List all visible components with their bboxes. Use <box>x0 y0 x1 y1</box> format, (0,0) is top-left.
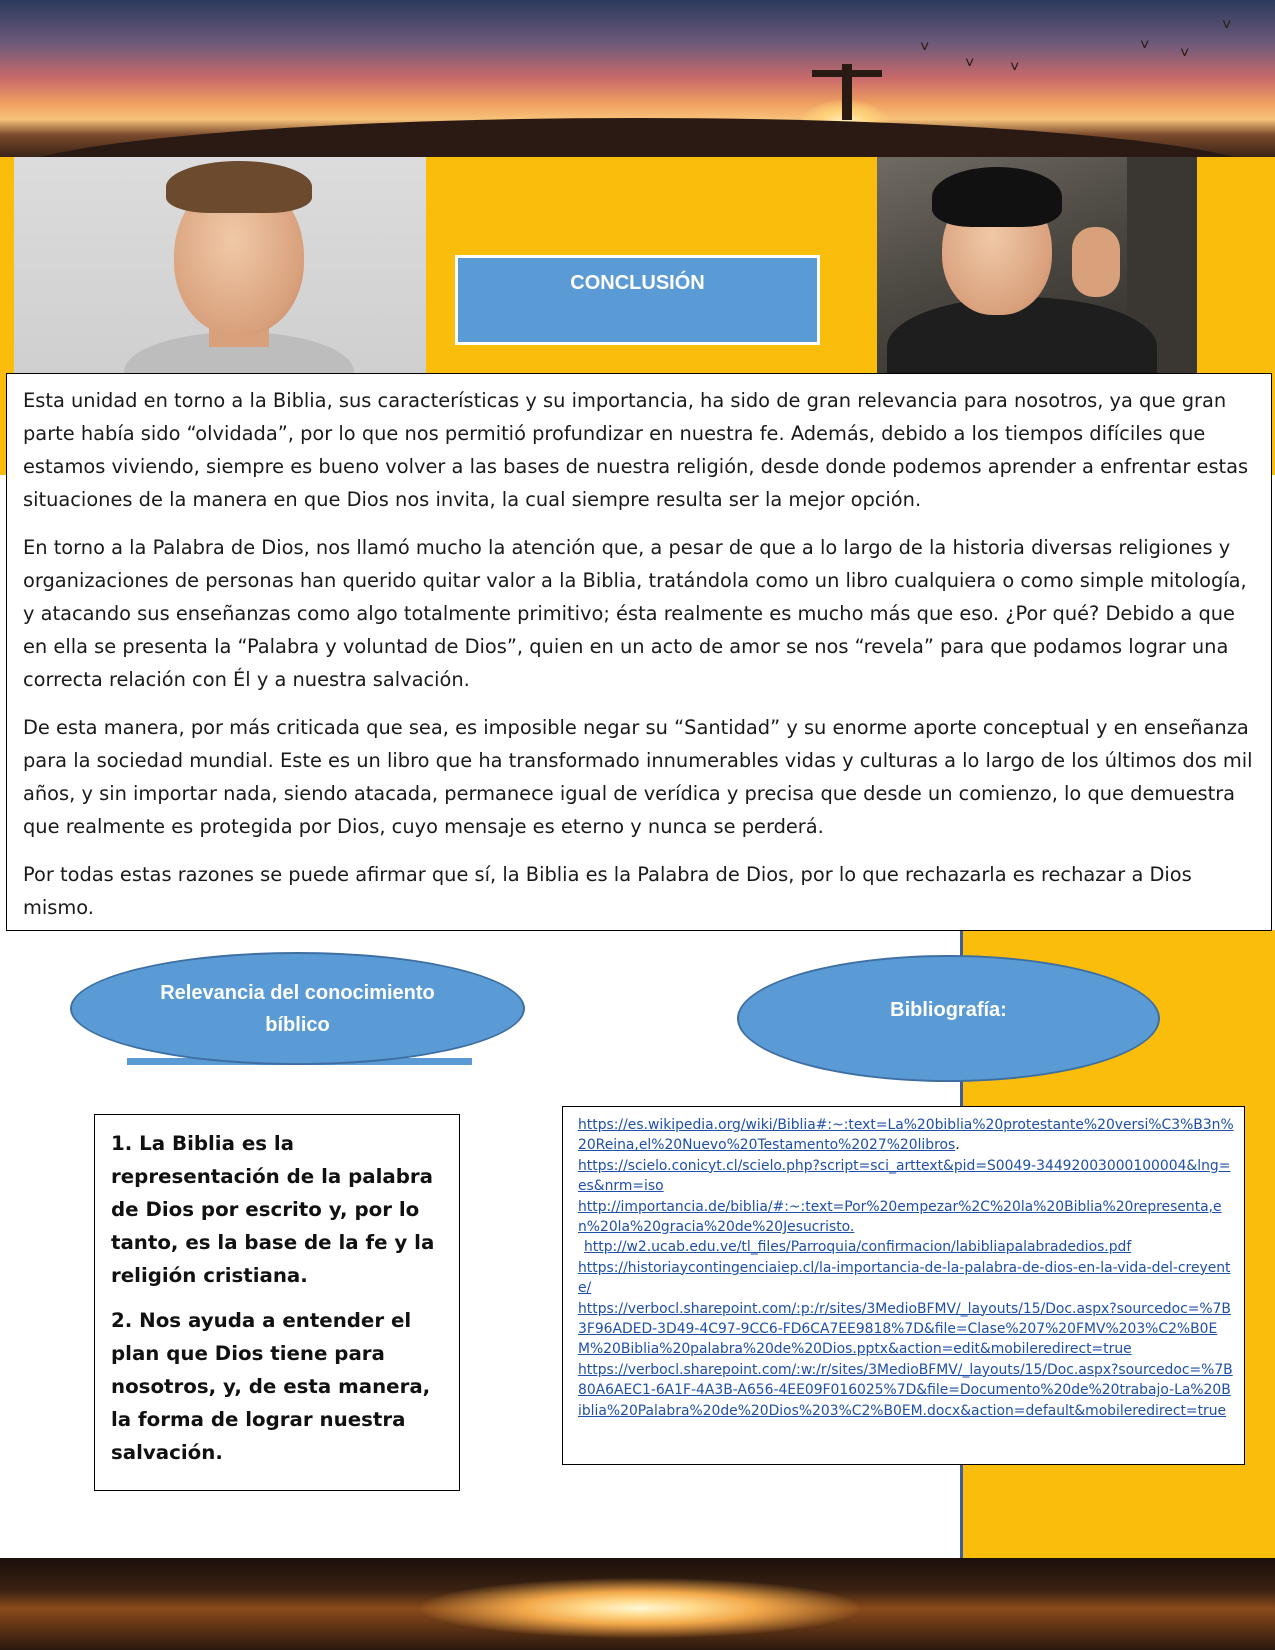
student-photo-left <box>14 157 426 377</box>
list-item: 1. La Biblia es la representación de la palabra de Dios por escrito y, por lo tanto, es la base de la fe y la religión cristiana. <box>111 1132 435 1287</box>
sunset-banner-image <box>0 0 1275 157</box>
bibliography-link[interactable]: https://historiaycontingenciaiep.cl/la-importancia-de-la-palabra-de-dios-en-la-vida-del-creyente/ <box>578 1259 1231 1297</box>
page-title: CONCLUSIÓN <box>455 255 820 345</box>
relevance-list <box>94 1114 460 1491</box>
bird-icon: ˅ <box>1222 17 1232 34</box>
hill-silhouette <box>0 118 1275 157</box>
bibliography-link[interactable]: http://w2.ucab.edu.ve/tl_files/Parroquia/confirmacion/labibliapalabradedios.pdf <box>584 1239 1132 1256</box>
list-item: 2. Nos ayuda a entender el plan que Dios tiene para nosotros, y, de esta manera, la forma de lograr nuestra salvación. <box>111 1309 431 1464</box>
relevance-heading: Relevancia del conocimiento bíblico <box>70 952 525 1065</box>
bibliography-box <box>562 1106 1245 1465</box>
bird-icon: ˅ <box>965 55 975 72</box>
bibliography-link[interactable]: https://verbocl.sharepoint.com/:w:/r/sites/3MedioBFMV/_layouts/15/Doc.aspx?sourcedoc=%7B80A6AEC1-6A1F-4A3B-A656-4EE09F016025%7D&file=Documento%20de%20trabajo-La%20Biblia%20Palabra%20de%20Dios%203%C2%B0EM.docx&action=default&mobileredirect=true <box>578 1361 1233 1419</box>
bibliography-link[interactable]: http://importancia.de/biblia/#:~:text=Por%20empezar%2C%20la%20Biblia%20representa,en%20la%20gracia%20de%20Jesucristo. <box>578 1198 1222 1236</box>
conclusion-paragraph: Por todas estas razones se puede afirmar que sí, la Biblia es la Palabra de Dios, por lo que rechazarla es rechazar a Dios mismo. <box>23 863 1192 919</box>
student-photo-right <box>877 157 1197 387</box>
link-period: . <box>955 1137 960 1154</box>
cross-bar <box>812 70 882 77</box>
conclusion-paragraph: De esta manera, por más criticada que sea, es imposible negar su “Santidad” y su enorme aporte conceptual y en enseñanza para la sociedad mundial. Este es un libro que ha transformado innumerables vidas y culturas a lo largo de los últimos dos mil años, y sin importar nada, siendo atacada, permanece igual de verídica y precisa que desde un comienzo, lo que demuestra que realmente es protegida por Dios, cuyo mensaje es eterno y nunca se perderá. <box>23 716 1253 838</box>
conclusion-text-box <box>6 373 1272 931</box>
conclusion-paragraph: Esta unidad en torno a la Biblia, sus características y su importancia, ha sido de gran relevancia para nosotros, ya que gran parte había sido “olvidada”, por lo que nos permitió profundizar en nuestra fe. Además, debido a los tiempos difíciles que estamos viviendo, siempre es bueno volver a las bases de nuestra religión, desde donde podemos aprender a enfrentar estas situaciones de la manera en que Dios nos invita, la cual siempre resulta ser la mejor opción. <box>23 389 1249 511</box>
bird-icon: ˅ <box>1140 37 1150 54</box>
hair-shape <box>166 161 312 213</box>
bibliography-entry <box>578 1115 1234 1156</box>
conclusion-paragraph: En torno a la Palabra de Dios, nos llamó mucho la atención que, a pesar de que a lo largo de la historia diversas religiones y organizaciones de personas han querido quitar valor a la Biblia, tratándola como un libro cualquiera o como simple mitología, y atacando sus enseñanzas como algo totalmente primitivo; ésta realmente es mucho más que eso. ¿Por qué? Debido a que en ella se presenta la “Palabra y voluntad de Dios”, quien en un acto de amor se nos “revela” para que podamos lograr una correcta relación con Él y a nuestra salvación. <box>23 536 1247 691</box>
bird-icon: ˅ <box>920 39 930 56</box>
bird-icon: ˅ <box>1010 59 1020 76</box>
light-glow <box>420 1578 860 1638</box>
thumbs-up-icon <box>1072 227 1120 297</box>
bibliography-link[interactable]: https://es.wikipedia.org/wiki/Biblia#:~:text=La%20biblia%20protestante%20versi%C3%B3n%20Reina,el%20Nuevo%20Testamento%2027%20libros <box>578 1117 1234 1154</box>
bibliography-link[interactable]: https://scielo.conicyt.cl/scielo.php?script=sci_arttext&pid=S0049-34492003000100004&lng=es&nrm=iso <box>578 1157 1231 1195</box>
bibliography-link[interactable]: https://verbocl.sharepoint.com/:p:/r/sites/3MedioBFMV/_layouts/15/Doc.aspx?sourcedoc=%7B3F96ADED-3D49-4C97-9CC6-FD6CA7EE9818%7D&file=Clase%207%20FMV%203%C2%B0EM%20Biblia%20palabra%20de%20Dios.pptx&action=edit&mobileredirect=true <box>578 1300 1231 1358</box>
bird-icon: ˅ <box>1180 45 1190 62</box>
bibliography-heading: Bibliografía: <box>737 955 1160 1082</box>
hair-shape <box>932 167 1062 227</box>
